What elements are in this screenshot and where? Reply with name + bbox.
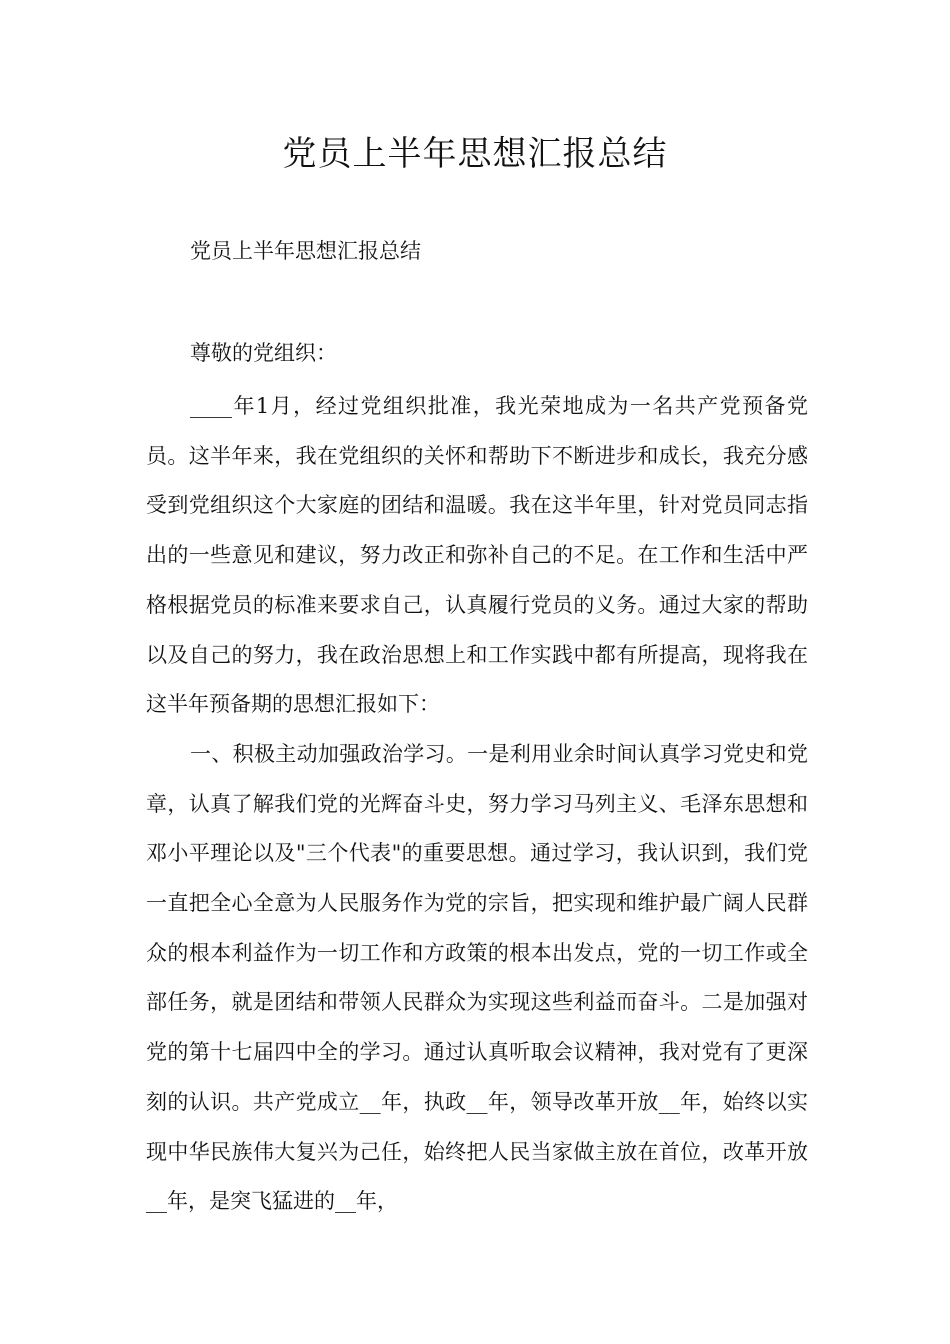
document-title: 党员上半年思想汇报总结 — [282, 134, 668, 174]
body-text — [146, 382, 808, 1227]
salutation: 尊敬的党组织： — [190, 341, 337, 365]
paragraph: 一、积极主动加强政治学习。一是利用业余时间认真学习党史和党章，认真了解我们党的光辉奋斗史，努力学习马列主义、毛泽东思想和邓小平理论以及"三个代表"的重要思想。通过学习，我认识到，我们党一直把全心全意为人民服务作为党的宗旨，把实现和维护最广阔人民群众的根本利益作为一切工作和方政策的根本出发点，党的一切工作或全部任务，就是团结和带领人民群众为实现这些利益而奋斗。二是加强对党的第十七届四中全的学习。通过认真听取会议精神，我对党有了更深刻的认识。共产党成立__年，执政__年，领导改革开放__年，始终以实现中华民族伟大复兴为己任，始终把人民当家做主放在首位，改革开放__年，是突飞猛进的__年， — [146, 741, 808, 1214]
paragraph: ____年1月，经过党组织批准，我光荣地成为一名共产党预备党员。这半年来，我在党组织的关怀和帮助下不断进步和成长，我充分感受到党组织这个大家庭的团结和温暖。我在这半年里，针对党员同志指出的一些意见和建议，努力改正和弥补自己的不足。在工作和生活中严格根据党员的标准来要求自己，认真履行党员的义务。通过大家的帮助以及自己的努力，我在政治思想上和工作实践中都有所提高，现将我在这半年预备期的思想汇报如下： — [146, 394, 808, 717]
document-subtitle: 党员上半年思想汇报总结 — [190, 239, 421, 263]
